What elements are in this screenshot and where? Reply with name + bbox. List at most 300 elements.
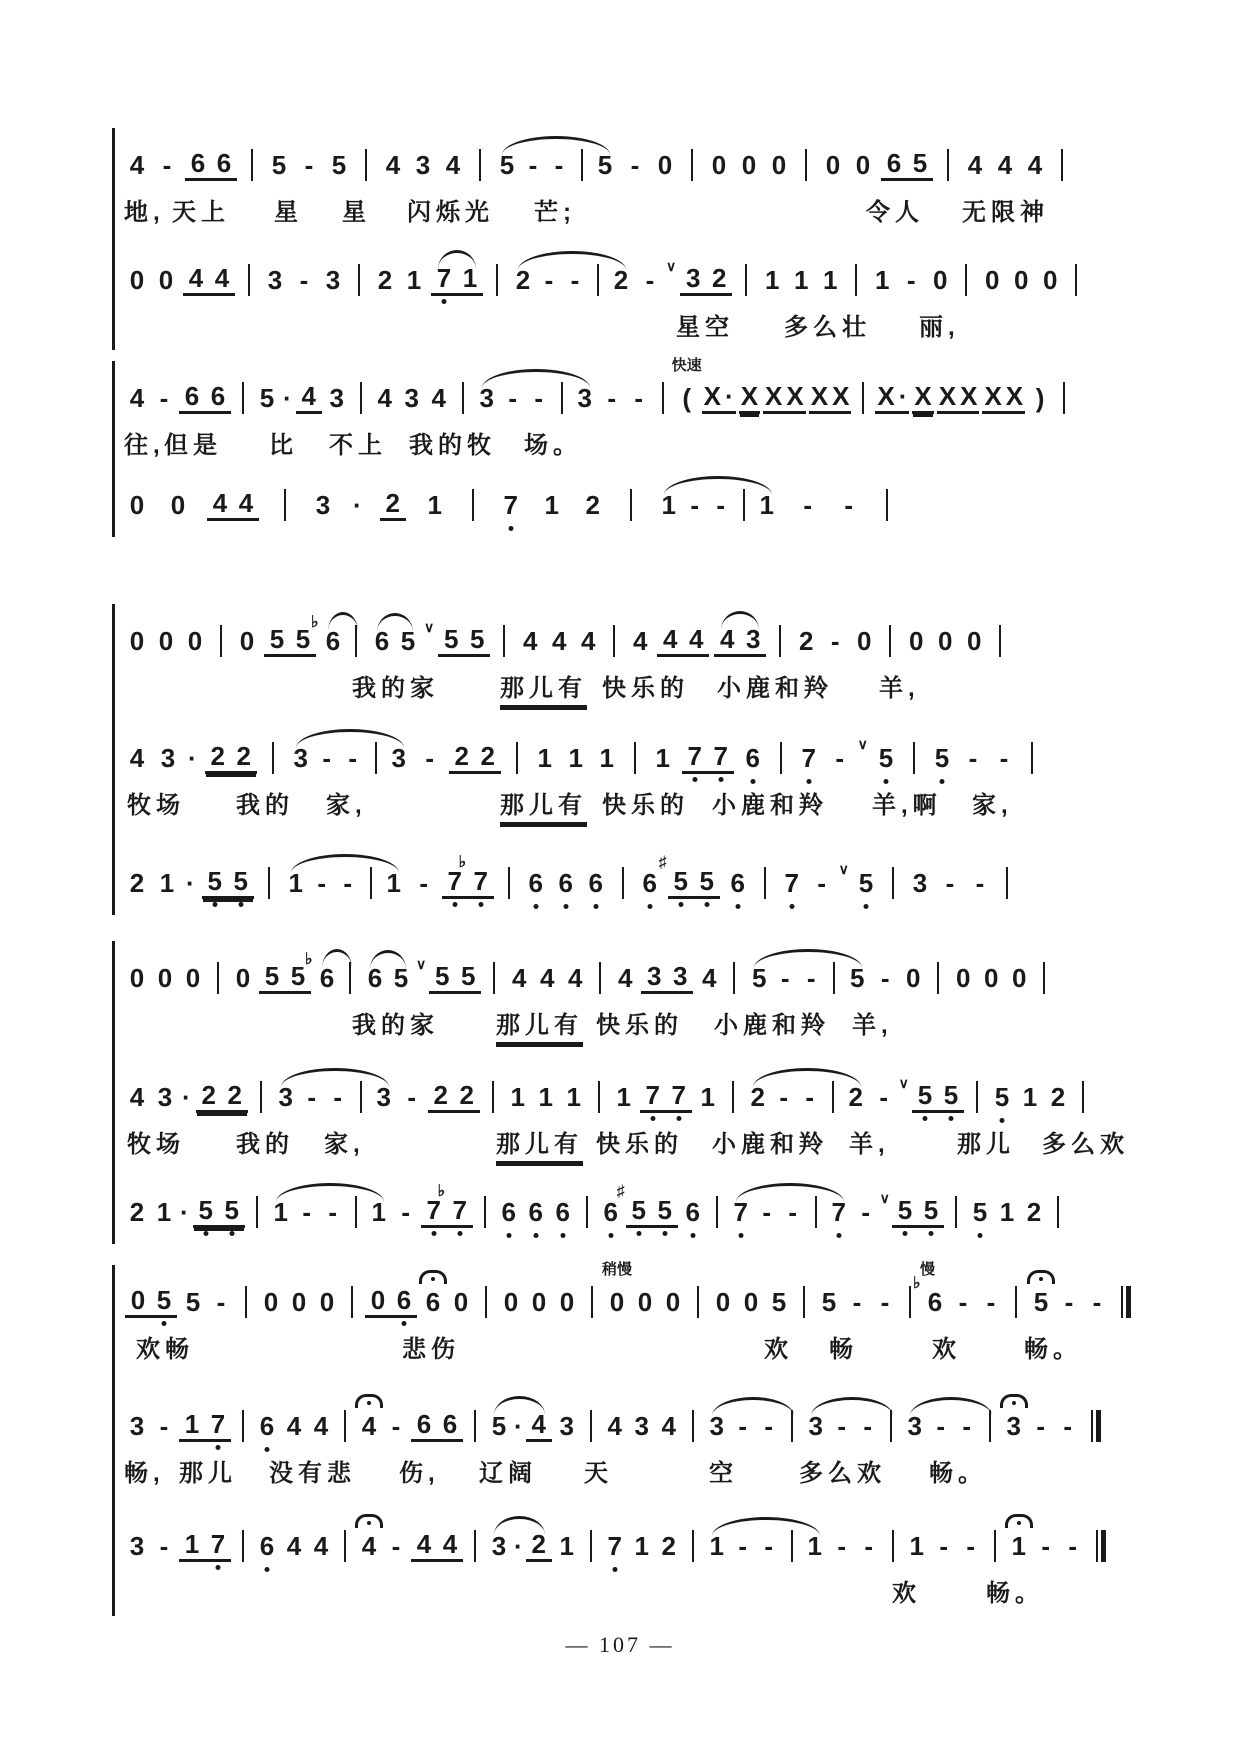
note: -: [302, 1196, 311, 1227]
note-fermata: 4: [356, 1411, 382, 1441]
rest-note: 0: [1012, 962, 1027, 993]
dot-note: ·: [180, 1196, 189, 1227]
barline: [462, 382, 464, 414]
barline: [479, 149, 481, 181]
barline: [1006, 867, 1008, 899]
note: 5: [967, 1197, 993, 1227]
note: 4: [512, 962, 527, 993]
note: 6: [550, 1197, 576, 1227]
lyric-syllable: 我的牧: [409, 432, 496, 459]
barline: [272, 742, 274, 774]
rest-note: 0: [637, 1286, 653, 1317]
barline: [260, 1081, 262, 1113]
note: 3: [634, 1410, 649, 1441]
note: 3: [491, 1530, 507, 1561]
lyrics-line: [124, 790, 1162, 828]
note: 2: [1050, 1081, 1066, 1112]
breath-mark: ∨: [838, 861, 849, 877]
music-line-9: [124, 1060, 1162, 1129]
note: -: [630, 149, 640, 180]
lyric-syllable: 那儿有: [500, 792, 587, 822]
note: 1: [765, 264, 780, 295]
note: X: [832, 381, 850, 411]
octave-dot: [735, 904, 740, 909]
note: 4: [663, 624, 678, 654]
barline: [989, 1410, 991, 1442]
note: -: [830, 625, 840, 656]
barline: [220, 625, 222, 657]
note: 2: [227, 1080, 242, 1110]
note: 6: [680, 1197, 706, 1227]
barline: [976, 1081, 978, 1113]
note: 1: [288, 867, 303, 898]
octave-dot: [162, 1321, 167, 1326]
octave-dot: [948, 1116, 953, 1121]
note: 4: [301, 381, 316, 411]
lyric-syllable: 芒;: [534, 199, 576, 226]
note: -: [880, 1286, 890, 1317]
lyric-syllable: 天: [584, 1460, 613, 1487]
note: -: [762, 1196, 771, 1227]
lyric-syllable: 欢畅: [136, 1336, 194, 1363]
octave-dot: [650, 1116, 655, 1121]
note: X: [810, 381, 829, 411]
lyric-syllable: 快乐的: [596, 1012, 683, 1039]
octave-dot: [452, 902, 457, 907]
note: 3: [673, 961, 688, 991]
barline: [474, 1410, 476, 1442]
note: -: [299, 264, 309, 295]
lyric-syllable: 畅,: [124, 1460, 165, 1487]
lyric-syllable: 欢: [932, 1336, 961, 1363]
note: 2: [459, 1080, 474, 1110]
beam-group: [875, 381, 909, 414]
note: 4: [129, 742, 145, 773]
note: 6: [442, 1409, 458, 1439]
octave-dot: [203, 1231, 208, 1236]
note: 2: [799, 625, 814, 656]
note: 3: [129, 1410, 145, 1441]
music-line-7: [124, 846, 1162, 915]
system-1: [112, 128, 1162, 350]
beam-group: [912, 381, 933, 414]
lyric-syllable: 辽阔: [479, 1460, 537, 1487]
octave-dot: [999, 1118, 1004, 1123]
note: -: [835, 742, 844, 773]
note: 5: [491, 1410, 507, 1441]
final-barline: [1096, 1530, 1106, 1562]
note: -: [1036, 1410, 1045, 1441]
octave-dot: [692, 777, 697, 782]
dot-note: ·: [514, 1410, 523, 1441]
note: 4: [661, 1410, 676, 1441]
note: 5: [202, 866, 228, 896]
note: 7 ♭: [447, 1195, 473, 1225]
note: -: [1092, 1286, 1102, 1317]
rest-note: 0: [1043, 264, 1058, 295]
rest-note: 0: [185, 962, 201, 993]
note: -: [803, 489, 812, 520]
note: -: [307, 1081, 316, 1112]
note: 3: [647, 961, 662, 991]
barline: [474, 1530, 476, 1562]
note: -: [554, 149, 564, 180]
note: 1: [559, 1530, 574, 1561]
lyric-syllable: 畅: [829, 1336, 858, 1363]
note: 7: [826, 1197, 852, 1227]
barline: [370, 867, 372, 899]
note: 2: [454, 741, 469, 771]
note: 1: [159, 867, 175, 898]
note: 6: [553, 868, 579, 898]
barline: [662, 382, 664, 414]
flat-icon: ♭: [458, 854, 467, 871]
note: 3: [325, 264, 341, 295]
note: 1: [794, 264, 809, 295]
barline: [503, 625, 505, 657]
note: -: [780, 962, 790, 993]
octave-dot: [560, 1233, 565, 1238]
lyrics-line: [124, 197, 1162, 235]
note: 2: [515, 264, 531, 295]
note: -: [788, 1196, 797, 1227]
note: 3: [376, 1081, 391, 1112]
octave-dot: [431, 1231, 436, 1236]
slur-arc: [902, 1410, 1000, 1442]
note: 7: [442, 866, 468, 896]
beam-group: [881, 148, 933, 181]
barline: [217, 962, 219, 994]
lyric-syllable: 快乐的: [596, 1131, 683, 1158]
lyric-syllable: 牧场: [127, 792, 185, 819]
breath-mark: ∨: [424, 619, 435, 635]
note: -: [317, 867, 326, 898]
note: 6: [496, 1197, 522, 1227]
lyric-syllable: 小鹿和羚: [717, 675, 833, 702]
score: [112, 128, 1162, 1616]
slur-arc: [745, 1081, 869, 1113]
sharp-icon: ♯: [658, 854, 667, 871]
note: 6: [367, 962, 383, 993]
barline: [697, 1286, 699, 1318]
note: 5 ♯: [668, 866, 694, 896]
slur-arc: [474, 382, 598, 414]
barline: [284, 489, 286, 521]
beam-group: [196, 1080, 248, 1113]
flat-icon: ♭: [437, 1183, 446, 1200]
note: 1: [462, 263, 478, 293]
barline: [496, 264, 498, 296]
barline: [355, 1196, 357, 1228]
lyric-syllable: 那儿有: [496, 1012, 583, 1042]
note: 5: [771, 1286, 787, 1317]
music-line-1: [124, 128, 1162, 197]
beam-group: [937, 381, 980, 414]
note: 6: [523, 868, 549, 898]
note: 6: [416, 1409, 432, 1439]
lyric-syllable: 天上: [172, 199, 230, 226]
note: 5: [151, 1285, 177, 1315]
barline: [613, 625, 615, 657]
barline: [764, 867, 766, 899]
note: 2: [1026, 1196, 1042, 1227]
lyric-syllable: 令人: [866, 199, 924, 226]
lyric-syllable: 我的家: [352, 1012, 439, 1039]
note: -: [216, 1286, 226, 1317]
rest-note: 0: [559, 1286, 575, 1317]
flat-icon: ♭: [305, 950, 313, 968]
note: 4: [313, 1410, 329, 1441]
note: 4: [618, 962, 633, 993]
barline: [360, 382, 362, 414]
lyric-syllable: 牧场: [127, 1131, 185, 1158]
lyric-syllable: 空: [709, 1460, 738, 1487]
barline: [1043, 962, 1045, 994]
barline: [1082, 1081, 1084, 1113]
note-fermata: 3: [1001, 1411, 1027, 1441]
octave-dot: [690, 1233, 695, 1238]
beam-group: [442, 854, 494, 899]
barline: [1057, 1196, 1059, 1228]
note: 7: [498, 490, 524, 520]
note: 4: [1027, 149, 1043, 180]
note: 4: [377, 382, 392, 413]
lyric-syllable: 多么欢: [1042, 1131, 1129, 1158]
rest-note: 0: [984, 962, 999, 993]
slur-arc: [713, 624, 767, 657]
note: 5: [331, 149, 347, 180]
octave-dot: [238, 902, 243, 907]
note: 5: [185, 1286, 201, 1317]
note: 4: [689, 624, 704, 654]
note: 4: [523, 625, 538, 656]
octave-dot: [738, 1233, 743, 1238]
octave-dot: [229, 1231, 234, 1236]
beam-group: [912, 1080, 964, 1113]
rest-note: 0: [1014, 264, 1029, 295]
beam-group: [702, 381, 736, 414]
note: 3: [709, 1410, 724, 1441]
lyric-syllable: 小鹿和羚: [712, 792, 828, 819]
octave-dot: [939, 779, 944, 784]
note: 5: [912, 1080, 938, 1110]
lyric-syllable: 闪烁光: [407, 199, 494, 226]
beam-group: [205, 741, 257, 774]
note: -: [343, 867, 352, 898]
note: 5: [435, 961, 450, 991]
barline: [791, 1410, 793, 1442]
barline: [256, 1196, 258, 1228]
beam-group: [202, 866, 254, 899]
barline: [581, 149, 583, 181]
rest-note: 0: [855, 149, 871, 180]
lyric-syllable: 家,: [326, 792, 367, 819]
note: 1: [156, 1196, 172, 1227]
note: 4: [313, 1530, 329, 1561]
barline: [365, 149, 367, 181]
note: -: [738, 1530, 747, 1561]
note: 3: [293, 742, 308, 773]
note: -: [962, 1410, 971, 1441]
note-fermata: 4: [356, 1531, 382, 1561]
beam-group: [682, 741, 734, 774]
note: 5: [228, 866, 254, 896]
note: 4: [238, 488, 254, 518]
rest-note: 0: [956, 962, 971, 993]
note: 4: [633, 625, 648, 656]
rest-note: 0: [741, 149, 757, 180]
note: 2: [385, 488, 400, 518]
note: 1: [823, 264, 838, 295]
note: -: [805, 1081, 814, 1112]
barline: [634, 742, 636, 774]
note: -: [837, 1410, 846, 1441]
beam-group: [431, 263, 483, 296]
note: ( 快速: [671, 356, 702, 413]
note: -: [958, 1286, 968, 1317]
note: 3: [160, 742, 176, 773]
note: 3: [415, 149, 431, 180]
note: 5: [393, 962, 409, 993]
note: 5: [850, 962, 865, 993]
music-line-5: [124, 604, 1162, 673]
dot-note: ·: [353, 489, 362, 520]
barline: [805, 149, 807, 181]
note: 6: [216, 148, 232, 178]
octave-dot: [563, 904, 568, 909]
note: -: [986, 1286, 996, 1317]
barline: [242, 1530, 244, 1562]
note: 4: [531, 1409, 546, 1439]
slur-arc: [268, 1196, 392, 1228]
lyric-syllable: 那儿: [179, 1460, 237, 1487]
octave-dot: [928, 1231, 933, 1236]
lyric-syllable: 我的: [236, 792, 294, 819]
lyric-syllable: 家,: [324, 1131, 365, 1158]
slur-arc: [430, 263, 484, 296]
note: 1: [634, 1530, 649, 1561]
barline: [1015, 1286, 1017, 1318]
beam-group: [892, 1195, 944, 1228]
slur-arc: [486, 1409, 553, 1442]
music-line-11: [124, 1260, 1162, 1334]
barline: [1061, 149, 1063, 181]
note: 2: [531, 1529, 546, 1559]
note: 5: [892, 1195, 918, 1225]
beam-group: [264, 624, 316, 657]
note: -: [779, 1081, 788, 1112]
dot-note: ·: [514, 1530, 523, 1561]
note: -: [936, 1410, 945, 1441]
note: 1: [759, 489, 774, 520]
system-3: [112, 604, 1162, 915]
octave-dot: [508, 526, 513, 531]
breath-mark: ∨: [879, 1190, 890, 1206]
note: -: [570, 264, 580, 295]
barline: [779, 625, 781, 657]
note: 5: [918, 1195, 944, 1225]
barline: [630, 489, 632, 521]
note: 5: [873, 743, 899, 773]
note: 4: [416, 1529, 432, 1559]
beam-group: [421, 1183, 473, 1228]
beam-group: [640, 1080, 692, 1113]
note: 4: [188, 263, 204, 293]
note-fermata: 1: [1006, 1531, 1032, 1561]
lyric-syllable: 丽,: [919, 314, 960, 341]
note: 6 ♭ 慢: [913, 1260, 943, 1317]
note: X: [786, 381, 804, 411]
barline: [791, 1530, 793, 1562]
note: 5: [989, 1082, 1015, 1112]
rest-note: 0: [743, 1286, 759, 1317]
beam-group: [207, 488, 259, 521]
octave-dot: [533, 1233, 538, 1238]
octave-dot: [265, 1447, 270, 1452]
rest-note: 0: [711, 149, 727, 180]
beam-group: [616, 1183, 678, 1228]
note: X: [703, 381, 722, 411]
note: -: [966, 1530, 975, 1561]
note: 1: [427, 489, 442, 520]
note: -: [880, 962, 890, 993]
rest-note: 0: [187, 625, 203, 656]
slur-arc: [305, 950, 360, 994]
lyric-syllable: 我的: [236, 1131, 294, 1158]
note: 2: [661, 1530, 676, 1561]
lyric-syllable: 比: [269, 432, 298, 459]
note: 5: [444, 624, 459, 654]
note: 7: [602, 1531, 628, 1561]
note: X: [740, 381, 759, 411]
note: 6: [583, 868, 609, 898]
note: 4: [702, 962, 717, 993]
beam-group: [714, 624, 766, 657]
note: 6: [184, 381, 200, 411]
note: -: [999, 742, 1009, 773]
lyrics-line: [124, 1334, 1162, 1372]
note: 1: [661, 489, 676, 520]
note: -: [634, 382, 643, 413]
note: 5: [597, 149, 613, 180]
note: 6: [210, 381, 226, 411]
note: X: [960, 381, 978, 411]
note: 4: [129, 1081, 145, 1112]
note: -: [159, 1530, 169, 1561]
barline: [472, 489, 474, 521]
barline: [833, 962, 835, 994]
octave-dot: [402, 1321, 407, 1326]
note: 6: [740, 743, 766, 773]
note: -: [844, 489, 853, 520]
note: 4: [212, 488, 228, 518]
note: -: [328, 1196, 337, 1227]
note: 1: [807, 1530, 822, 1561]
barline: [692, 1530, 694, 1562]
note: 7: [431, 263, 457, 293]
breath-mark: ∨: [416, 956, 427, 972]
lyric-syllable: 伤,: [399, 1460, 440, 1487]
note: 2: [433, 1080, 448, 1110]
barline: [248, 264, 250, 296]
beam-group: [739, 381, 760, 414]
note: -: [764, 1410, 773, 1441]
note: 1: [599, 742, 614, 773]
note: 5: [269, 624, 285, 654]
lyric-syllable: 小鹿和羚: [714, 1012, 830, 1039]
note: 5: [193, 1195, 219, 1225]
octave-dot: [806, 779, 811, 784]
